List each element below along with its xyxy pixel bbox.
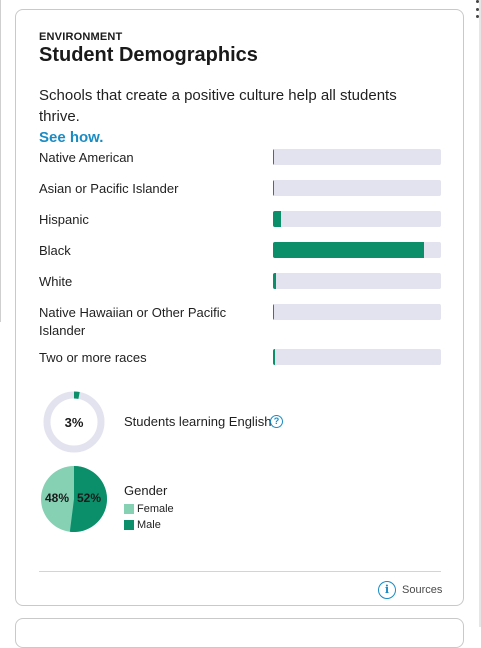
page-edge	[0, 0, 1, 322]
card-title: Student Demographics	[39, 44, 258, 66]
race-row	[39, 180, 441, 202]
female-percent: 48%	[45, 491, 70, 505]
legend-male	[124, 518, 161, 532]
sources-label: Sources	[402, 584, 443, 596]
race-label: Native American	[39, 150, 134, 165]
legend-swatch-female	[124, 504, 134, 514]
race-label: Asian or Pacific Islander	[39, 181, 179, 196]
race-bar-fill	[273, 180, 274, 196]
race-bar-fill	[273, 242, 424, 258]
intro-text: Schools that create a positive culture help all students thrive.	[39, 87, 397, 125]
male-percent: 52%	[77, 491, 102, 505]
race-label: Two or more races	[39, 350, 147, 365]
race-row	[39, 242, 441, 264]
gender-title: Gender	[124, 483, 168, 498]
english-learners-value: 3%	[64, 414, 84, 430]
legend-female	[124, 502, 174, 516]
legend-male-label: Male	[137, 519, 161, 531]
race-label: White	[39, 274, 73, 289]
race-bar-fill	[273, 349, 275, 365]
more-options-icon[interactable]	[475, 0, 479, 18]
race-row	[39, 273, 441, 295]
see-how-link[interactable]: See how.	[39, 129, 104, 146]
race-bar-fill	[273, 273, 276, 289]
legend-female-label: Female	[137, 503, 174, 515]
race-label: Black	[39, 243, 71, 258]
divider	[39, 571, 441, 572]
sources-button[interactable]	[378, 580, 442, 600]
race-bar-track	[273, 273, 441, 289]
race-row	[39, 304, 441, 342]
race-bar-track	[273, 149, 441, 165]
race-label: Hispanic	[39, 212, 89, 227]
race-bar-track	[273, 211, 441, 227]
info-icon: i	[378, 581, 396, 599]
race-bar-fill	[273, 149, 274, 165]
legend-swatch-male	[124, 520, 134, 530]
race-row	[39, 211, 441, 233]
race-row	[39, 349, 441, 371]
race-bar-track	[273, 242, 441, 258]
race-bar-track	[273, 349, 441, 365]
race-bar-track	[273, 304, 441, 320]
english-learners-label: Students learning English	[124, 414, 272, 429]
section-eyebrow: ENVIRONMENT	[39, 31, 123, 43]
intro-paragraph	[39, 85, 439, 148]
race-row	[39, 149, 441, 171]
help-icon[interactable]: ?	[270, 415, 283, 428]
next-card	[15, 618, 464, 648]
race-bar-track	[273, 180, 441, 196]
race-label: Native Hawaiian or Other Pacific Islander	[39, 305, 227, 338]
race-bar-fill	[273, 304, 274, 320]
race-bar-fill	[273, 211, 281, 227]
